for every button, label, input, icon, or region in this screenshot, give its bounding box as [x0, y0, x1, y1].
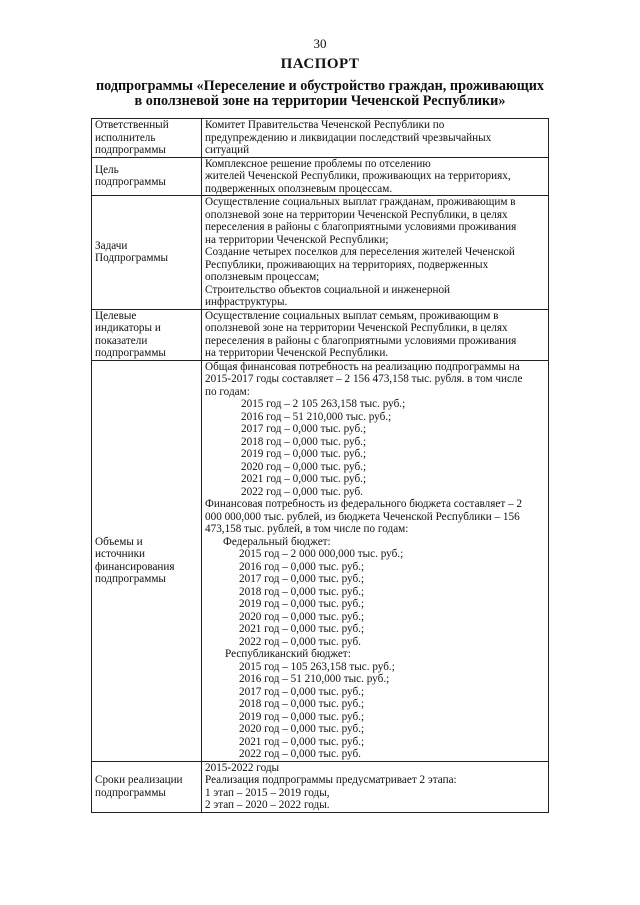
- content-line: 1 этап – 2015 – 2019 годы,: [205, 786, 330, 799]
- content-line: инфраструктуры.: [205, 296, 288, 308]
- total-year-line: 2018 год – 0,000 тыс. руб.;: [241, 435, 367, 448]
- content-line: Комитет Правительства Чеченской Республики по: [205, 119, 445, 131]
- total-year-line: 2016 год – 51 210,000 тыс. руб.;: [241, 410, 392, 423]
- federal-year-line: 2016 год – 0,000 тыс. руб.;: [239, 560, 365, 573]
- republic-year-line: 2018 год – 0,000 тыс. руб.;: [239, 698, 365, 710]
- total-year-line: 2022 год – 0,000 тыс. руб.: [241, 485, 363, 498]
- content-line: оползневым процессам;: [205, 271, 320, 283]
- republic-year-line: 2015 год – 105 263,158 тыс. руб.;: [239, 660, 395, 673]
- republic-year-line: 2022 год – 0,000 тыс. руб.: [239, 748, 361, 760]
- passport-table: [91, 118, 549, 813]
- content-line: оползневой зоне на территории Чеченской Республики, в целях: [205, 208, 508, 221]
- federal-year-line: 2020 год – 0,000 тыс. руб.;: [239, 610, 365, 623]
- content-line: 473,158 тыс. рублей, в том числе по годам:: [205, 523, 409, 535]
- content-line: ситуаций: [205, 144, 250, 156]
- total-year-line: 2021 год – 0,000 тыс. руб.;: [241, 473, 367, 485]
- row-content: [202, 309, 549, 360]
- content-line: 2015-2022 годы: [205, 761, 280, 774]
- page-number: 30: [313, 36, 327, 51]
- content-line: 2015-2017 годы составляет – 2 156 473,158 тыс. рубля. в том числе: [205, 373, 523, 385]
- total-year-line: 2019 год – 0,000 тыс. руб.;: [241, 448, 367, 460]
- content-line: 2 этап – 2020 – 2022 годы.: [205, 799, 330, 811]
- republic-year-line: 2020 год – 0,000 тыс. руб.;: [239, 723, 365, 735]
- content-line: 000 000,000 тыс. рублей, из бюджета Чеченской Республики – 156: [205, 510, 520, 523]
- table-row-responsible: [92, 119, 549, 158]
- label-line: подпрограммы: [95, 144, 166, 156]
- label-line: финансирования: [95, 560, 175, 573]
- federal-year-line: 2021 год – 0,000 тыс. руб.;: [239, 623, 365, 635]
- row-label: [92, 309, 202, 360]
- row-content: [202, 119, 549, 158]
- subtitle-line: в оползневой зоне на территории Чеченской Республики»: [134, 93, 506, 109]
- row-content: [202, 761, 549, 812]
- table-row-funding: [92, 360, 549, 761]
- content-line: Реализация подпрограммы предусматривает 2 этапа:: [205, 774, 457, 786]
- content-line: на территории Чеченской Республики.: [205, 347, 389, 359]
- content-line: по годам:: [205, 385, 250, 398]
- total-year-line: 2020 год – 0,000 тыс. руб.;: [241, 460, 367, 473]
- row-label: [92, 360, 202, 761]
- republic-year-line: 2019 год – 0,000 тыс. руб.;: [239, 710, 365, 723]
- content-line: подверженных оползневым процессам.: [205, 182, 393, 195]
- republic-year-line: 2021 год – 0,000 тыс. руб.;: [239, 735, 365, 748]
- label-line: индикаторы и: [95, 322, 161, 334]
- label-line: подпрограммы: [95, 573, 166, 585]
- row-label: [92, 157, 202, 196]
- content-line: оползневой зоне на территории Чеченской Республики, в целях: [205, 322, 508, 334]
- content-line: Финансовая потребность из федерального бюджета составляет – 2: [205, 498, 523, 510]
- row-content: [202, 196, 549, 310]
- federal-year-line: 2015 год – 2 000 000,000 тыс. руб.;: [239, 548, 404, 560]
- label-line: Объемы и: [95, 535, 143, 548]
- content-line: жителей Чеченской Республики, проживающих на территориях,: [205, 170, 511, 182]
- total-year-line: 2017 год – 0,000 тыс. руб.;: [241, 423, 367, 435]
- content-line: Создание четырех поселков для переселения жителей Чеченской: [205, 246, 515, 258]
- content-line: Осуществление социальных выплат семьям, проживающим в: [205, 309, 499, 322]
- republic-year-line: 2017 год – 0,000 тыс. руб.;: [239, 685, 365, 698]
- federal-budget-label: Федеральный бюджет:: [223, 535, 331, 548]
- content-line: предупреждению и ликвидации последствий чрезвычайных: [205, 131, 492, 144]
- label-line: Задачи: [95, 239, 128, 252]
- row-content: [202, 157, 549, 196]
- content-line: Строительство объектов социальной и инженерной: [205, 283, 451, 296]
- row-content: [202, 360, 549, 761]
- republic-year-line: 2016 год – 51 210,000 тыс. руб.;: [239, 673, 390, 685]
- page-subtitle: [90, 79, 550, 109]
- content-line: Осуществление социальных выплат гражданам, проживающим в: [205, 196, 516, 208]
- content-line: Общая финансовая потребность на реализацию подпрограммы на: [205, 360, 520, 373]
- page-title: ПАСПОРТ: [280, 56, 360, 72]
- content-line: Республики, проживающих на территориях, подверженных: [205, 258, 489, 271]
- table-row-timeline: [92, 761, 549, 812]
- label-line: источники: [95, 548, 146, 560]
- content-line: Комплексное решение проблемы по отселению: [205, 157, 431, 170]
- label-line: Подпрограммы: [95, 252, 169, 265]
- label-line: Сроки реализации: [95, 774, 183, 786]
- row-label: [92, 119, 202, 158]
- subtitle-line: подпрограммы «Переселение и обустройство граждан, проживающих: [95, 78, 545, 94]
- label-line: показатели: [95, 334, 148, 347]
- row-label: [92, 761, 202, 812]
- label-line: Цель: [95, 163, 119, 176]
- label-line: Ответственный: [95, 119, 169, 131]
- federal-year-line: 2017 год – 0,000 тыс. руб.;: [239, 573, 365, 585]
- label-line: подпрограммы: [95, 347, 166, 359]
- content-line: на территории Чеченской Республики;: [205, 233, 389, 246]
- federal-year-line: 2022 год – 0,000 тыс. руб.: [239, 635, 361, 648]
- total-year-line: 2015 год – 2 105 263,158 тыс. руб.;: [241, 398, 406, 410]
- label-line: подпрограммы: [95, 176, 166, 189]
- label-line: Целевые: [95, 309, 137, 322]
- federal-year-line: 2019 год – 0,000 тыс. руб.;: [239, 598, 365, 610]
- table-row-tasks: [92, 196, 549, 310]
- table-row-indicators: [92, 309, 549, 360]
- content-line: переселения в районы с благоприятными условиями проживания: [205, 334, 517, 347]
- label-line: подпрограммы: [95, 786, 166, 799]
- label-line: исполнитель: [95, 131, 156, 144]
- content-line: переселения в районы с благоприятными условиями проживания: [205, 221, 517, 233]
- republic-budget-label: Республиканский бюджет:: [225, 648, 351, 660]
- federal-year-line: 2018 год – 0,000 тыс. руб.;: [239, 585, 365, 598]
- row-label: [92, 196, 202, 310]
- table-row-goal: [92, 157, 549, 196]
